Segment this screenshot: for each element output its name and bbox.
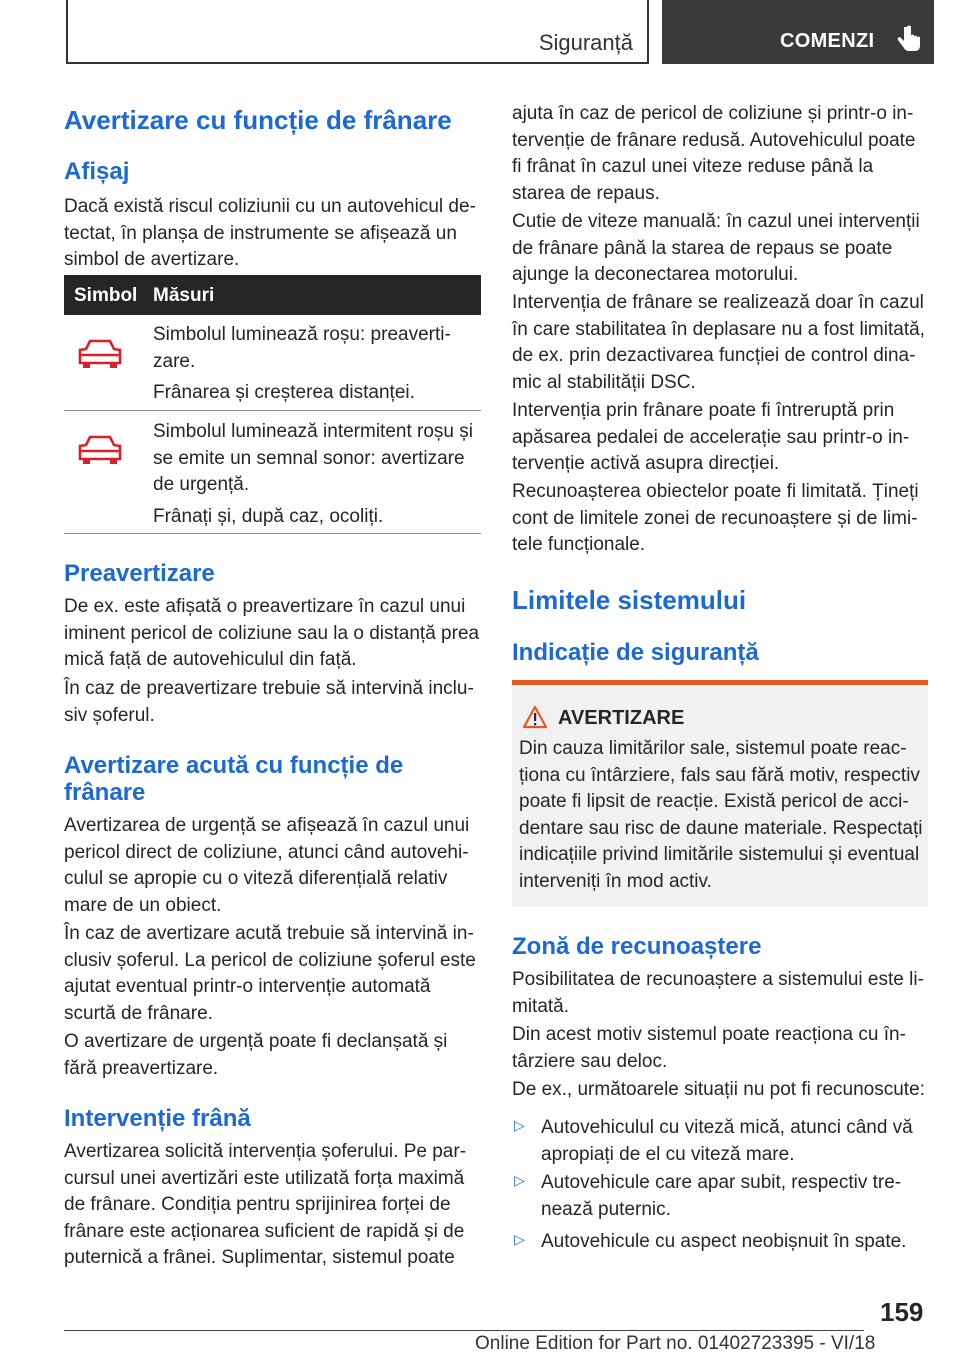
safety-heading: Indicație de siguranță [512, 639, 759, 666]
preavertizare-p2: În caz de preavertizare trebuie să intervină inclusiv șoferul. [64, 678, 474, 726]
warning-title: AVERTIZARE [558, 707, 685, 729]
preavertizare-p1: De ex. este afișată o preavertizare în cazul unui iminent pericol de coliziune sau la o distanță prea mică față de autovehiculul din față. [64, 596, 480, 670]
warning-box [512, 680, 928, 907]
acuta-heading: Avertizare acută cu funcție de frânare [64, 752, 404, 806]
row1-text: Simbolul luminează roșu: preavertizare. [153, 324, 451, 372]
bullet-triangle-icon: ▷ [514, 1172, 525, 1188]
row1-action: Frânarea și creșterea distanței. [153, 382, 415, 403]
warning-triangle-icon [522, 705, 548, 729]
hand-pointer-icon [894, 24, 924, 54]
warning-text: Din cauza limitărilor sale, sistemul poate reacționa cu întârziere, fals sau fără motiv, respectiv poate fi lipsit de reacție. Există pericol de accidentare sau risc de daune materiale. Respectați indicațiile privind limitările sistemului și eventual interveniți în mod activ. [519, 738, 923, 892]
preavertizare-heading: Preavertizare [64, 560, 215, 587]
right-p3: Intervenția de frânare se realizează doar în cazul în care stabilitatea în deplasare nu a fost limitată, de ex. prin dezactivarea funcției de control dinamic al stabilității DSC. [512, 292, 925, 393]
row2-action: Frânați și, după caz, ocoliți. [153, 505, 384, 527]
table-col-measures: Măsuri [153, 285, 215, 306]
footer-edition: Online Edition for Part no. 01402723395 - VI/18 [475, 1333, 876, 1354]
afisaj-heading: Afișaj [64, 158, 130, 185]
car-front-red-icon [76, 337, 124, 371]
right-p2: Cutie de viteze manuală: în cazul unei intervenții de frânare până la starea de repaus se poate ajunge la deconectarea motorului. [512, 211, 920, 285]
table-col-symbol: Simbol [74, 285, 138, 306]
table-header [64, 275, 481, 315]
bullet-text: Autovehicule care apar subit, respectiv trenează puternic. [541, 1172, 902, 1220]
zone-p1: Posibilitatea de recunoaștere a sistemului este limitată. [512, 969, 924, 1017]
symbol-table [64, 275, 481, 534]
page-number: 159 [880, 1297, 924, 1327]
zone-heading: Zonă de recunoaștere [512, 933, 762, 960]
table-row [64, 315, 481, 411]
bullet-text: Autovehicule cu aspect neobișnuit în spate. [541, 1231, 907, 1252]
page-title: Avertizare cu funcție de frânare [64, 105, 452, 135]
header-chapter-label: COMENZI [780, 30, 875, 52]
row2-text: Simbolul luminează intermitent roșu și se emite un semnal sonor: avertizare de urgență. [153, 421, 473, 495]
table-row [64, 411, 481, 534]
acuta-p2: În caz de avertizare acută trebuie să intervină inclusiv șoferul. La pericol de coliziune șoferul este ajutat eventual printr-o intervenție automată scurtă de frânare. [64, 923, 476, 1024]
afisaj-text: Dacă există riscul coliziunii cu un autovehicul detectat, în planșa de instrumente se afișează un simbol de avertizare. [64, 196, 476, 270]
right-p4: Intervenția prin frânare poate fi întreruptă prin apăsarea pedalei de accelerație sau printr-o intervenție activă asupra direcției. [512, 400, 910, 474]
bullet-triangle-icon: ▷ [514, 1117, 525, 1133]
right-p5: Recunoașterea obiectelor poate fi limitată. Țineți cont de limitele zonei de recunoaștere și de limitele funcționale. [512, 481, 919, 555]
acuta-p3: O avertizare de urgență poate fi declanșată și fără preavertizare. [64, 1031, 448, 1079]
interventie-p1: Avertizarea solicită intervenția șoferului. Pe parcursul unei avertizări este utilizată forța maximă de frânare. Condiția pentru sprijinirea forței de frânare este acționarea suficient de rapidă și de puternică a frânei. Suplimentar, sistemul poate [64, 1141, 467, 1268]
footer-divider [64, 1330, 864, 1331]
interventie-heading: Intervenție frână [64, 1105, 251, 1132]
bullet-triangle-icon: ▷ [514, 1231, 525, 1247]
header-chapter-tab[interactable] [662, 0, 934, 64]
car-front-flashing-icon [76, 433, 124, 467]
limits-title: Limitele sistemului [512, 585, 747, 615]
right-p1: ajuta în caz de pericol de coliziune și printr-o intervenție de frânare redusă. Autovehiculul poate fi frânat în cazul unei viteze reduse până la starea de repaus. [512, 103, 916, 204]
bullet-text: Autovehiculul cu viteză mică, atunci când vă apropiați de el cu viteză mare. [541, 1117, 913, 1165]
zone-p3: De ex., următoarele situații nu pot fi recunoscute: [512, 1079, 925, 1100]
header-section-label: Siguranță [538, 30, 633, 55]
header-section-box [66, 0, 649, 64]
zone-p2: Din acest motiv sistemul poate reacționa cu întârziere sau deloc. [512, 1024, 906, 1072]
acuta-p1: Avertizarea de urgență se afișează în cazul unui pericol direct de coliziune, atunci când autovehiculul se apropie cu o viteză diferențială relativ mare de un obiect. [64, 815, 470, 916]
